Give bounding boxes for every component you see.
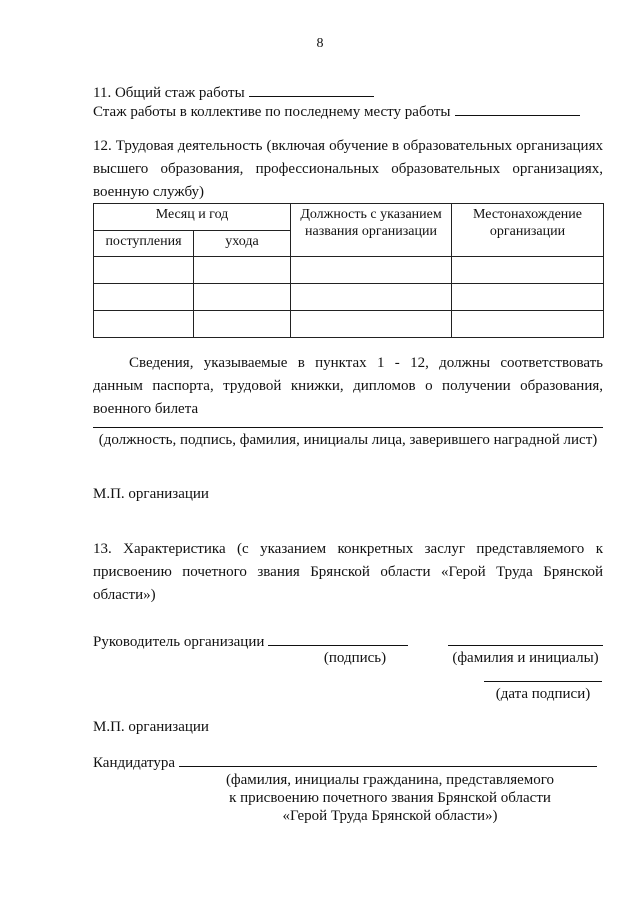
- month-year-header: Месяц и год: [94, 204, 291, 231]
- table-cell[interactable]: [452, 284, 604, 311]
- head-signature-field[interactable]: [268, 631, 408, 646]
- candidate-label: Кандидатура: [93, 755, 176, 771]
- work-activity-heading: 12. Трудовая деятельность (включая обучение в образовательных организациях высшего образования, профессиональных образовательных организациях, военную службу): [93, 138, 603, 200]
- position-header: Должность с указанием названия организации: [291, 204, 452, 257]
- table-row: [94, 284, 604, 311]
- date-field[interactable]: [484, 681, 602, 682]
- candidate-caption-3: «Герой Труда Брянской области»): [282, 808, 498, 824]
- table-cell[interactable]: [291, 284, 452, 311]
- work-history-table: [93, 203, 604, 338]
- entry-header: поступления: [94, 231, 194, 257]
- stamp-label-2: М.П. организации: [93, 719, 209, 735]
- table-cell[interactable]: [94, 311, 194, 338]
- table-cell[interactable]: [194, 284, 291, 311]
- table-cell[interactable]: [452, 257, 604, 284]
- name-caption: (фамилия и инициалы): [452, 650, 599, 666]
- table-cell[interactable]: [94, 284, 194, 311]
- candidate-row: [93, 752, 597, 773]
- table-cell[interactable]: [94, 257, 194, 284]
- date-caption: (дата подписи): [495, 686, 591, 702]
- certifier-line[interactable]: [93, 427, 603, 428]
- table-cell[interactable]: [194, 257, 291, 284]
- signature-caption: (подпись): [323, 650, 387, 666]
- location-header: Местонахождение организации: [452, 204, 604, 257]
- team-experience-row: [93, 101, 580, 122]
- candidate-caption-2: к присвоению почетного звания Брянской области: [229, 790, 551, 806]
- team-experience-field[interactable]: [455, 101, 580, 116]
- table-row: [94, 257, 604, 284]
- total-experience-field[interactable]: [249, 82, 374, 97]
- stamp-label-1: М.П. организации: [93, 486, 209, 502]
- team-experience-label: Стаж работы в коллективе по последнему месту работы: [93, 104, 451, 120]
- table-cell[interactable]: [194, 311, 291, 338]
- table-cell[interactable]: [291, 311, 452, 338]
- notice-paragraph: Сведения, указываемые в пунктах 1 - 12, должны соответствовать данным паспорта, трудовой книжки, дипломов о получении образования, военного билета: [93, 355, 603, 417]
- head-label: Руководитель организации: [93, 634, 265, 650]
- total-experience-label: 11. Общий стаж работы: [93, 85, 245, 101]
- certifier-caption: (должность, подпись, фамилия, инициалы лица, заверившего наградной лист): [98, 432, 598, 448]
- exit-header: ухода: [194, 231, 291, 257]
- characteristics-paragraph: 13. Характеристика (с указанием конкретных заслуг представляемого к присвоению почетного звания Брянской области «Герой Труда Брянской области»): [93, 541, 603, 603]
- total-experience-row: [93, 82, 374, 103]
- page-number: 8: [316, 36, 324, 51]
- table-cell[interactable]: [452, 311, 604, 338]
- table-cell[interactable]: [291, 257, 452, 284]
- head-name-field[interactable]: [448, 645, 603, 646]
- candidate-caption-1: (фамилия, инициалы гражданина, представляемого: [225, 772, 555, 788]
- candidate-field[interactable]: [179, 752, 597, 767]
- table-row: [94, 311, 604, 338]
